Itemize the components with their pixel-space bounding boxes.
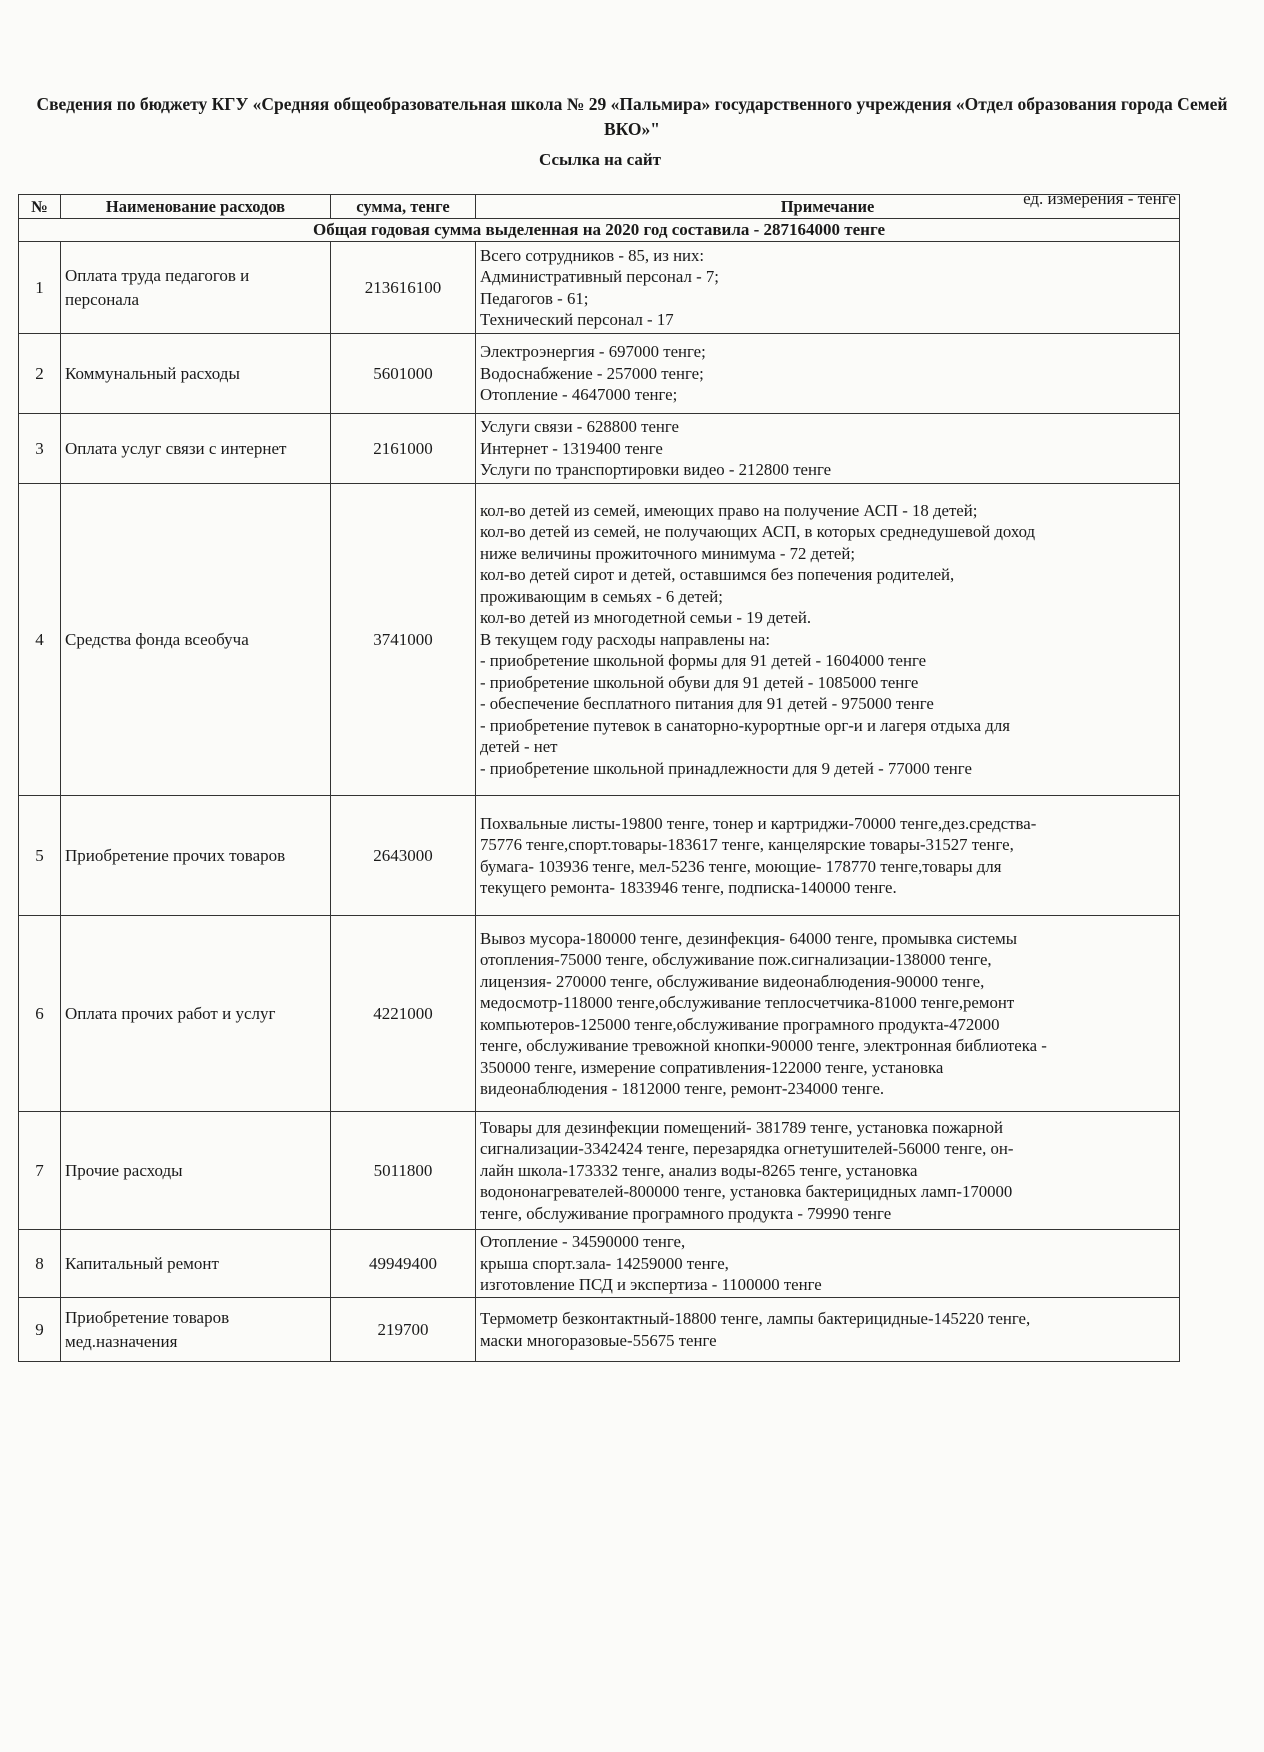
row-number: 5 [19,796,61,916]
note-line: отопления-75000 тенге, обслуживание пож.сигнализации-138000 тенге, [480,950,992,969]
header-sum: сумма, тенге [331,195,476,219]
note-line: В текущем году расходы направлены на: [480,629,770,649]
note-line: Педагогов - 61; [480,288,589,308]
expense-note [476,334,1180,414]
expense-name: Оплата труда педагогов и персонала [61,242,331,334]
table-row [19,484,1180,796]
note-line: - приобретение школьной формы для 91 детей - 1604000 тенге [480,651,927,671]
site-link[interactable]: Ссылка на сайт [538,150,662,169]
note-line: текущего ремонта- 1833946 тенге, подписка-140000 тенге. [480,878,897,897]
row-number: 4 [19,484,61,796]
note-line: кол-во детей сирот и детей, оставшимся без попечения родителей, [480,565,955,585]
note-line: Электроэнергия - 697000 тенге; [480,342,706,362]
header-note: Примечание [476,195,1180,219]
note-line: кол-во детей из семей, имеющих право на получение АСП - 18 детей; [480,500,978,520]
table-row [19,414,1180,484]
expense-sum: 2643000 [331,796,476,916]
expense-sum: 2161000 [331,414,476,484]
row-number: 6 [19,916,61,1112]
table-row [19,1230,1180,1298]
note-line: - приобретение школьной обуви для 91 детей - 1085000 тенге [480,672,919,692]
note-line: Услуги по транспортировки видео - 212800 тенге [480,460,832,480]
note-line: Похвальные листы-19800 тенге, тонер и картриджи-70000 тенге,дез.средства- [480,813,1037,833]
expense-name: Оплата услуг связи с интернет [61,414,331,484]
note-line: - приобретение путевок в санаторно-курортные орг-и и лагеря отдыха для [480,715,1010,735]
expense-name: Приобретение прочих товаров [61,796,331,916]
expense-sum: 4221000 [331,916,476,1112]
expense-note [476,1112,1180,1230]
expense-sum: 5011800 [331,1112,476,1230]
row-number: 2 [19,334,61,414]
expense-sum: 219700 [331,1298,476,1362]
note-line: бумага- 103936 тенге, мел-5236 тенге, моющие- 178770 тенге,товары для [480,856,1002,876]
note-line: Интернет - 1319400 тенге [480,438,663,458]
note-line: Отопление - 34590000 тенге, [480,1232,686,1252]
expense-name: Оплата прочих работ и услуг [61,916,331,1112]
row-number: 3 [19,414,61,484]
total-line: Общая годовая сумма выделенная на 2020 год составила - 287164000 тенге [19,219,1180,242]
note-line: водононагревателей-800000 тенге, установка бактерицидных ламп-170000 [480,1182,1013,1202]
expense-note [476,1298,1180,1362]
note-line: Водоснабжение - 257000 тенге; [480,363,704,383]
note-line: Всего сотрудников - 85, из них: [480,245,705,265]
note-line: ниже величины прожиточного минимума - 72 детей; [480,543,855,563]
note-line: детей - нет [480,737,558,757]
expense-name: Средства фонда всеобуча [61,484,331,796]
note-line: - приобретение школьной принадлежности для 9 детей - 77000 тенге [480,758,972,778]
expense-sum: 213616100 [331,242,476,334]
expense-note [476,796,1180,916]
row-number: 9 [19,1298,61,1362]
row-number: 8 [19,1230,61,1298]
expense-note [476,414,1180,484]
note-line: - обеспечение бесплатного питания для 91 детей - 975000 тенге [480,694,934,714]
note-line: тенге, обслуживание тревожной кнопки-90000 тенге, электронная библиотека - [480,1036,1047,1055]
expense-sum: 49949400 [331,1230,476,1298]
document-title: Сведения по бюджету КГУ «Средняя общеобразовательная школа № 29 «Пальмира» государственного учреждения «Отдел образования города Семей ВКО»" [36,94,1228,139]
budget-table [18,194,1180,1362]
row-number: 7 [19,1112,61,1230]
table-row [19,916,1180,1112]
note-line: Административный персонал - 7; [480,267,719,286]
expense-note [476,916,1180,1112]
unit-note: ед. измерения - тенге [1023,189,1176,208]
note-line: 350000 тенге, измерение сопративления-122000 тенге, установка [480,1057,944,1077]
note-line: Услуги связи - 628800 тенге [480,417,680,437]
expense-sum: 5601000 [331,334,476,414]
row-number: 1 [19,242,61,334]
note-line: видеонаблюдения - 1812000 тенге, ремонт-234000 тенге. [480,1079,885,1098]
note-line: медосмотр-118000 тенге,обслуживание теплосчетчика-81000 тенге,ремонт [480,993,1015,1012]
note-line: Отопление - 4647000 тенге; [480,385,678,405]
table-row [19,796,1180,916]
header-name: Наименование расходов [61,195,331,219]
note-line: кол-во детей из многодетной семьи - 19 детей. [480,608,812,628]
expense-name: Коммунальный расходы [61,334,331,414]
table-row [19,334,1180,414]
note-line: Товары для дезинфекции помещений- 381789 тенге, установка пожарной [480,1117,1004,1137]
note-line: Термометр безконтактный-18800 тенге, лампы бактерицидные-145220 тенге, [480,1309,1031,1328]
note-line: Технический персонал - 17 [480,310,674,329]
note-line: крыша спорт.зала- 14259000 тенге, [480,1253,729,1273]
expense-name: Прочие расходы [61,1112,331,1230]
table-header-row [19,195,1180,219]
note-line: проживающим в семьях - 6 детей; [480,586,723,606]
total-row [19,219,1180,242]
expense-note [476,242,1180,334]
expense-name: Капитальный ремонт [61,1230,331,1298]
expense-sum: 3741000 [331,484,476,796]
note-line: сигнализации-3342424 тенге, перезарядка огнетушителей-56000 тенге, он- [480,1139,1014,1159]
header-num: № [19,195,61,219]
note-line: маски многоразовые-55675 тенге [480,1330,717,1350]
note-line: 75776 тенге,спорт.товары-183617 тенге, канцелярские товары-31527 тенге, [480,835,1014,854]
note-line: Вывоз мусора-180000 тенге, дезинфекция- 64000 тенге, промывка системы [480,928,1018,948]
note-line: лицензия- 270000 тенге, обслуживание видеонаблюдения-90000 тенге, [480,971,985,991]
table-row [19,1112,1180,1230]
expense-note [476,484,1180,796]
expense-note [476,1230,1180,1298]
table-row [19,242,1180,334]
note-line: тенге, обслуживание програмного продукта - 79990 тенге [480,1203,892,1223]
note-line: изготовление ПСД и экспертиза - 1100000 тенге [480,1275,822,1295]
expense-name: Приобретение товаров мед.назначения [61,1298,331,1362]
table-row [19,1298,1180,1362]
note-line: компьютеров-125000 тенге,обслуживание програмного продукта-472000 [480,1014,1000,1034]
note-line: лайн школа-173332 тенге, анализ воды-8265 тенге, установка [480,1160,918,1180]
note-line: кол-во детей из семей, не получающих АСП, в которых среднедушевой доход [480,522,1036,542]
